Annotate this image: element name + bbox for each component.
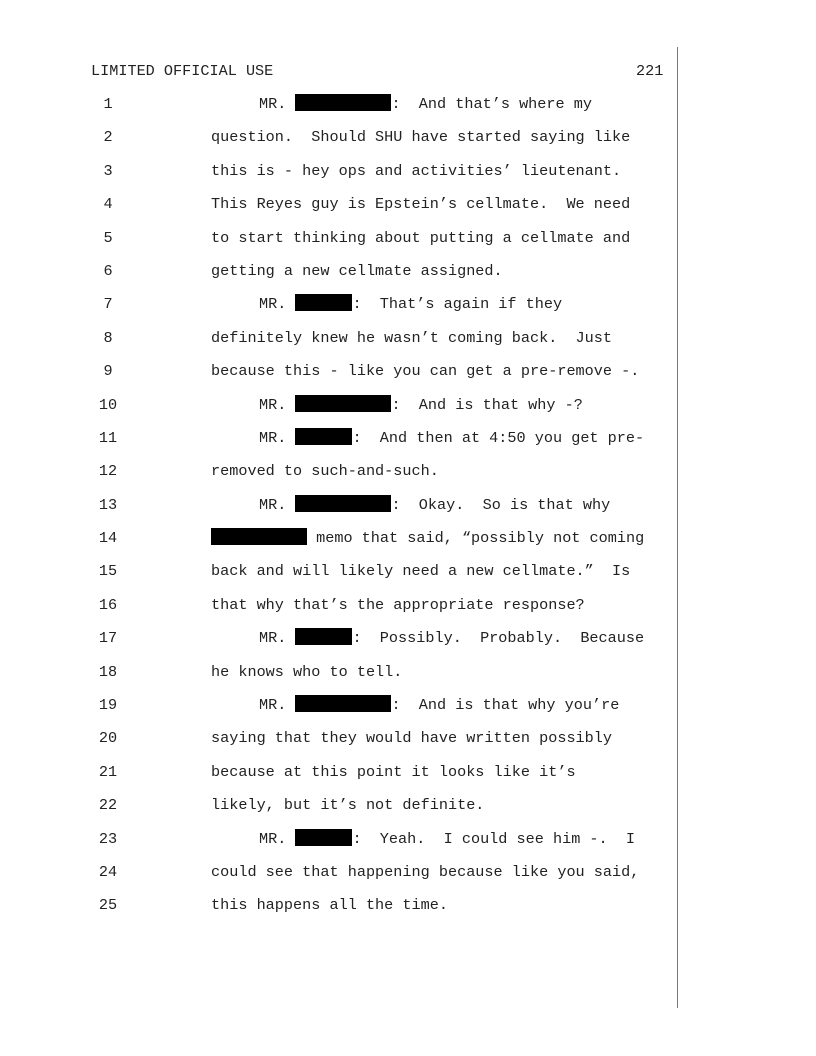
transcript-line [0, 762, 680, 795]
line-remainder: : And then at 4:50 you get pre- [352, 428, 645, 447]
transcript-line [0, 94, 680, 127]
transcript-lines [0, 94, 680, 929]
line-text [259, 428, 644, 448]
line-text [211, 528, 644, 548]
transcript-line [0, 795, 680, 828]
line-remainder: : And is that why -? [391, 395, 583, 414]
line-text [259, 94, 592, 114]
line-number: 22 [98, 796, 118, 815]
transcript-line [0, 161, 680, 194]
redaction-box [295, 695, 391, 712]
line-number: 17 [98, 629, 118, 648]
line-number: 10 [98, 395, 118, 414]
redaction-box [295, 294, 352, 311]
speaker-prefix: MR. [259, 428, 296, 447]
line-text: this is - hey ops and activities’ lieutenant. [211, 161, 622, 180]
line-number: 9 [103, 362, 113, 381]
line-number: 5 [103, 228, 113, 247]
line-text: because at this point it looks like it’s [211, 762, 576, 781]
transcript-line [0, 662, 680, 695]
redaction-box [295, 395, 391, 412]
line-number: 13 [98, 495, 118, 514]
line-remainder: memo that said, “possibly not coming [307, 529, 645, 548]
line-remainder: : Possibly. Probably. Because [352, 629, 645, 648]
line-text: question. Should SHU have started saying like [211, 128, 631, 147]
line-text: This Reyes guy is Epstein’s cellmate. We need [211, 195, 631, 214]
speaker-prefix: MR. [259, 629, 296, 648]
transcript-line [0, 461, 680, 494]
line-text: that why that’s the appropriate response? [211, 595, 585, 614]
redaction-box [295, 628, 352, 645]
speaker-prefix: MR. [259, 829, 296, 848]
transcript-line [0, 595, 680, 628]
line-number: 8 [103, 328, 113, 347]
line-text: likely, but it’s not definite. [211, 796, 485, 815]
transcript-line [0, 728, 680, 761]
transcript-line [0, 495, 680, 528]
line-number: 4 [103, 195, 113, 214]
line-number: 24 [98, 862, 118, 881]
line-number: 19 [98, 696, 118, 715]
line-remainder: : And that’s where my [391, 95, 592, 113]
line-text: could see that happening because like you said, [211, 862, 640, 881]
transcript-line [0, 561, 680, 594]
line-text [259, 829, 635, 849]
speaker-prefix: MR. [259, 395, 296, 414]
line-text: he knows who to tell. [211, 662, 403, 681]
line-number: 20 [98, 729, 118, 748]
line-number: 2 [103, 128, 113, 147]
transcript-line [0, 127, 680, 160]
speaker-prefix: MR. [259, 495, 296, 514]
line-text [259, 395, 583, 415]
line-text: to start thinking about putting a cellmate and [211, 228, 631, 247]
line-text: this happens all the time. [211, 896, 448, 915]
transcript-line [0, 862, 680, 895]
transcript-line [0, 428, 680, 461]
transcript-line [0, 261, 680, 294]
transcript-line [0, 294, 680, 327]
line-text: definitely knew he wasn’t coming back. Just [211, 328, 613, 347]
line-text [259, 695, 619, 715]
classification-header: LIMITED OFFICIAL USE [91, 62, 274, 80]
speaker-prefix: MR. [259, 295, 296, 314]
line-number: 23 [98, 829, 118, 848]
speaker-prefix: MR. [259, 95, 296, 113]
page-number: 221 [636, 62, 664, 80]
transcript-line [0, 628, 680, 661]
line-text: back and will likely need a new cellmate.” Is [211, 562, 631, 581]
line-remainder: : That’s again if they [352, 295, 563, 314]
transcript-line [0, 895, 680, 928]
redaction-box [295, 495, 391, 512]
line-text: getting a new cellmate assigned. [211, 261, 503, 280]
line-remainder: : Okay. So is that why [391, 495, 611, 514]
line-number: 6 [103, 261, 113, 280]
redaction-box [295, 428, 352, 445]
line-number: 12 [98, 462, 118, 481]
line-remainder: : And is that why you’re [391, 696, 620, 715]
line-remainder: : Yeah. I could see him -. I [352, 829, 636, 848]
line-text: saying that they would have written possibly [211, 729, 613, 748]
line-text: removed to such-and-such. [211, 462, 439, 481]
transcript-line [0, 528, 680, 561]
line-number: 1 [103, 95, 113, 113]
line-number: 11 [98, 428, 118, 447]
line-number: 7 [103, 295, 113, 314]
line-number: 15 [98, 562, 118, 581]
speaker-prefix: MR. [259, 696, 296, 715]
line-number: 14 [98, 529, 118, 548]
transcript-line [0, 328, 680, 361]
line-text [259, 495, 610, 515]
redaction-box [295, 94, 391, 111]
transcript-line [0, 194, 680, 227]
transcript-line [0, 361, 680, 394]
line-number: 25 [98, 896, 118, 915]
line-number: 21 [98, 762, 118, 781]
line-text [259, 294, 562, 314]
line-text [259, 628, 644, 648]
line-text: because this - like you can get a pre-remove -. [211, 362, 640, 381]
redaction-box [295, 829, 352, 846]
transcript-line [0, 228, 680, 261]
redaction-box [211, 528, 307, 545]
transcript-line [0, 829, 680, 862]
transcript-line [0, 395, 680, 428]
transcript-line [0, 695, 680, 728]
line-number: 18 [98, 662, 118, 681]
line-number: 3 [103, 161, 113, 180]
line-number: 16 [98, 595, 118, 614]
